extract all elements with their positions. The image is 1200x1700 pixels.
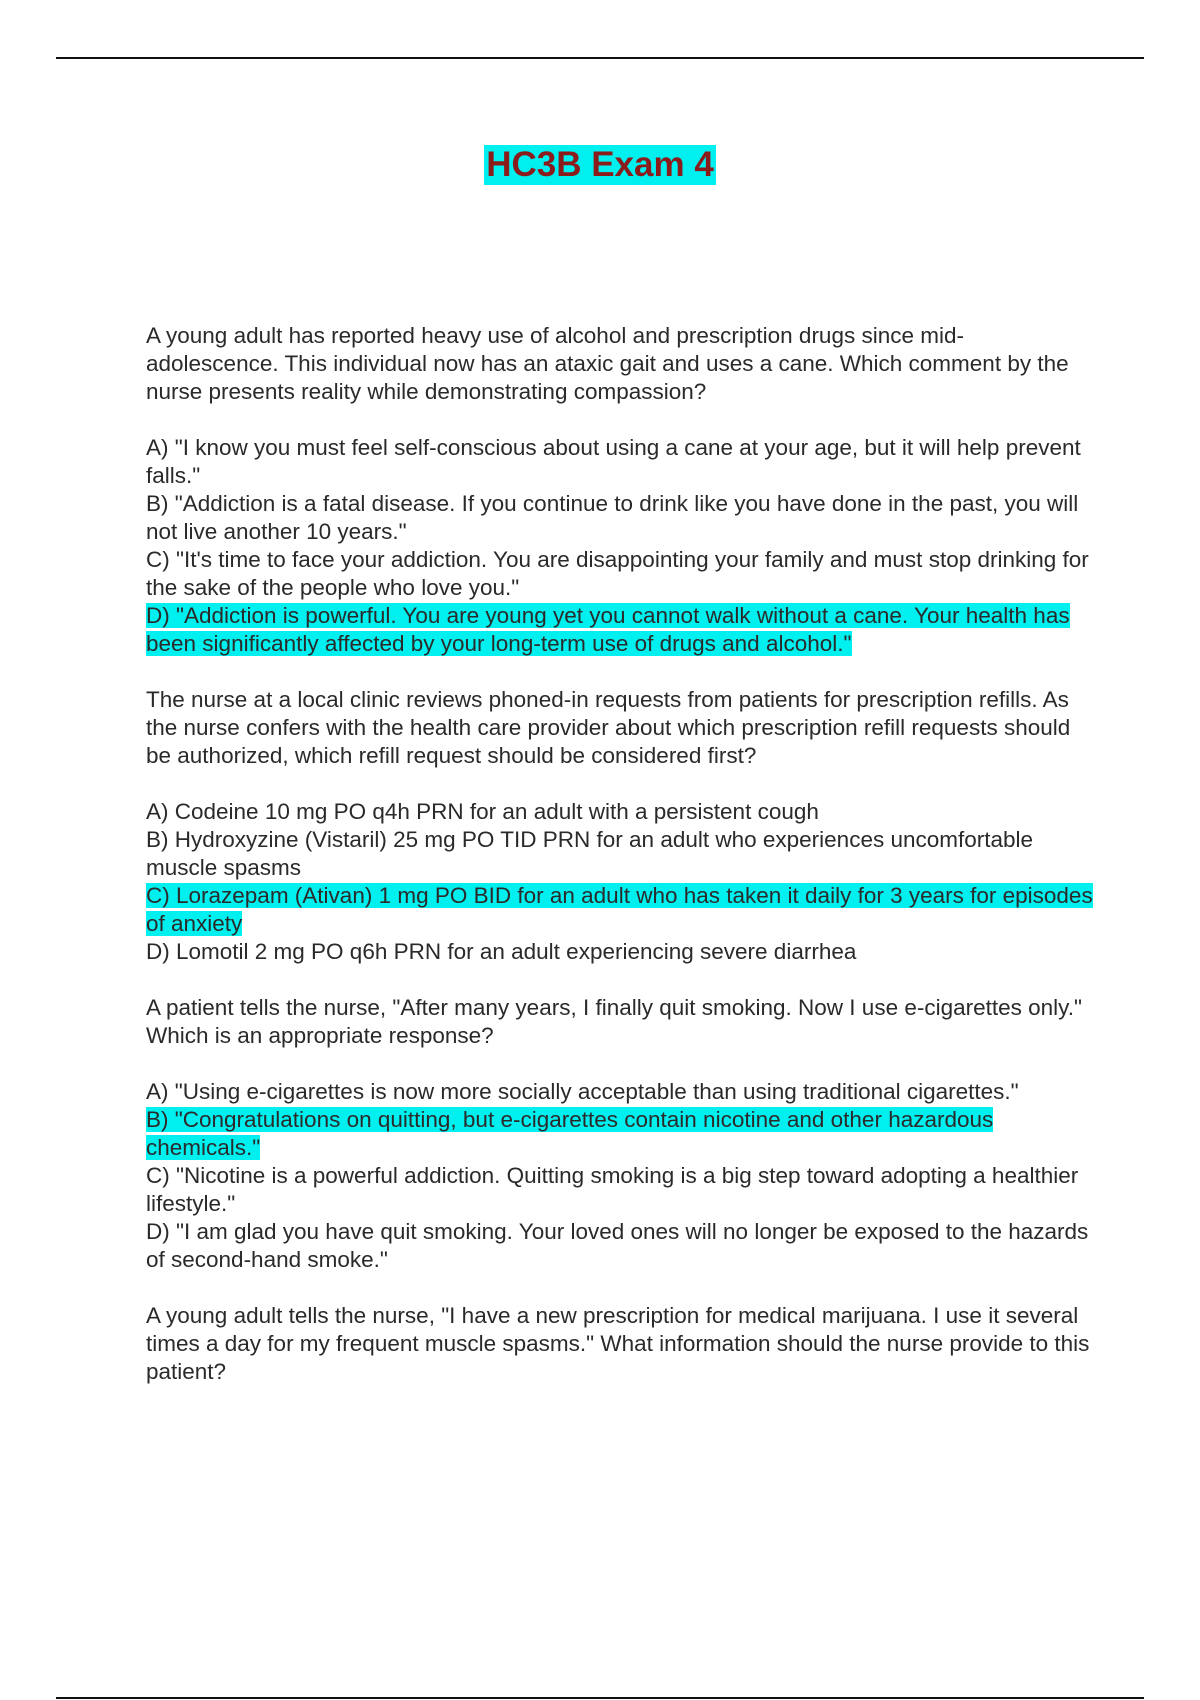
question-stem: A young adult has reported heavy use of alcohol and prescription drugs since mid-adolescence. This individual now has an ataxic gait and uses a cane. Which comment by the nurse presents reality while demonstrating compassion? [146, 323, 1069, 404]
question-stem: A young adult tells the nurse, "I have a new prescription for medical marijuana. I use it several times a day for my frequent muscle spasms." What information should the nurse provide to this patient? [146, 1303, 1090, 1384]
question-block [146, 322, 1096, 658]
top-rule [56, 57, 1144, 59]
highlight: B) "Congratulations on quitting, but e-cigarettes contain nicotine and other hazardous chemicals." [146, 1107, 994, 1160]
answer-option: D) "I am glad you have quit smoking. Your loved ones will no longer be exposed to the hazards of second-hand smoke." [146, 1219, 1089, 1272]
answer-option: A) "Using e-cigarettes is now more socially acceptable than using traditional cigarettes." [146, 1079, 1019, 1104]
answer-option: D) Lomotil 2 mg PO q6h PRN for an adult experiencing severe diarrhea [146, 939, 857, 964]
answer-option: A) "I know you must feel self-conscious about using a cane at your age, but it will help prevent falls." [146, 435, 1081, 488]
answer-options [146, 434, 1096, 658]
answer-option: C) "It's time to face your addiction. You are disappointing your family and must stop drinking for the sake of the people who love you." [146, 547, 1089, 600]
document-body [146, 322, 1096, 1414]
question-stem: A patient tells the nurse, "After many years, I finally quit smoking. Now I use e-cigarettes only." Which is an appropriate response? [146, 995, 1082, 1048]
answer-option: B) Hydroxyzine (Vistaril) 25 mg PO TID PRN for an adult who experiences uncomfortable muscle spasms [146, 827, 1034, 880]
answer-options [146, 798, 1096, 966]
answer-option: C) "Nicotine is a powerful addiction. Quitting smoking is a big step toward adopting a healthier lifestyle." [146, 1163, 1079, 1216]
answer-option-highlighted [146, 1106, 1096, 1162]
question-block [146, 686, 1096, 966]
question-stem: The nurse at a local clinic reviews phoned-in requests from patients for prescription refills. As the nurse confers with the health care provider about which prescription refill requests should be authorized, which refill request should be considered first? [146, 687, 1071, 768]
answer-option-highlighted [146, 882, 1096, 938]
answer-option: A) Codeine 10 mg PO q4h PRN for an adult with a persistent cough [146, 799, 819, 824]
answer-options [146, 1078, 1096, 1274]
answer-option-highlighted [146, 602, 1096, 658]
highlight: D) "Addiction is powerful. You are young yet you cannot walk without a cane. Your health has been significantly affected by your long-term use of drugs and alcohol." [146, 603, 1070, 656]
question-block [146, 994, 1096, 1274]
title-block [0, 145, 1200, 185]
bottom-rule [56, 1697, 1144, 1699]
highlight: C) Lorazepam (Ativan) 1 mg PO BID for an adult who has taken it daily for 3 years for episodes of anxiety [146, 883, 1093, 936]
document-title: HC3B Exam 4 [486, 145, 714, 184]
answer-option: B) "Addiction is a fatal disease. If you continue to drink like you have done in the past, you will not live another 10 years." [146, 491, 1079, 544]
question-block [146, 1302, 1096, 1386]
